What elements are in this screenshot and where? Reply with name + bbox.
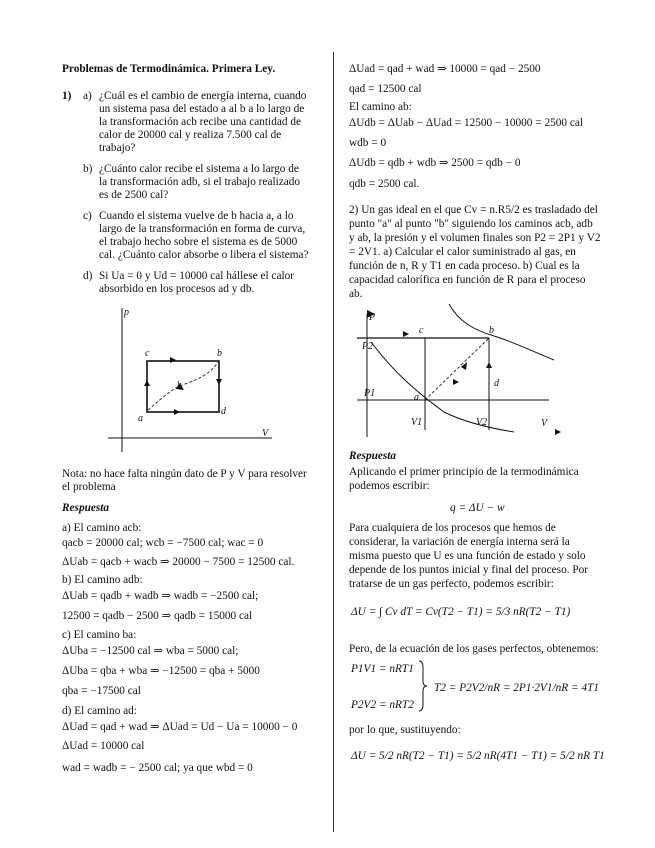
answer-heading: Respuesta xyxy=(62,502,110,514)
item-a-line: calor de 20000 cal y realiza 7.500 cal de xyxy=(99,129,282,141)
solution-line: El camino ab: xyxy=(349,101,412,113)
p1-label: P1 xyxy=(364,388,376,399)
p2-label: P2 xyxy=(362,341,374,352)
solution-line: ΔUba = −12500 cal ⇒ wba = 5000 cal; xyxy=(62,645,239,657)
solution-line: a) El camino acb: xyxy=(62,522,142,534)
solution-line: qad = 12500 cal xyxy=(349,83,422,95)
item-b-line: es de 2500 cal? xyxy=(99,189,169,201)
problem-2-line: punto "a" al punto "b" siguiendo los caminos acb, adb xyxy=(349,218,593,230)
solution-line: 12500 = qadb − 2500 ⇒ qadb = 15000 cal xyxy=(62,610,253,622)
point-d-label: d xyxy=(494,378,499,389)
problem-2-line: = 2V1. a) Calcular el calor suministrado al gas, en xyxy=(349,246,576,258)
equation-first-law: q = ΔU − w xyxy=(450,502,505,514)
problem-2-line: capacidad calorífica en función de R para el proceso xyxy=(349,274,586,286)
axis-v-label: V xyxy=(541,418,548,429)
point-k-label: k xyxy=(177,380,182,391)
problem-2-line: y ab, la presión y el volumen finales son P2 = 2P1 y V2 xyxy=(349,232,601,244)
solution-line: ΔUab = qadb + wadb ⇒ wadb = −2500 cal; xyxy=(62,590,259,602)
solution-line: ΔUad = qad + wad ⇒ ΔUad = Ud − Ua = 10000 − 0 xyxy=(62,721,298,733)
equation-delta-u-result: ΔU = 5/2 nR(T2 − T1) = 5/2 nR(4T1 − T1) = 5/2 nR T1 xyxy=(351,750,605,762)
axis-p-label: P xyxy=(369,312,376,323)
item-c-label: c) xyxy=(83,210,92,222)
point-c-label: c xyxy=(145,348,150,359)
problem-1-number: 1) xyxy=(62,90,72,102)
answer-line: misma puesto que U es una función de estado y solo xyxy=(349,550,586,562)
v1-label: V1 xyxy=(411,417,423,428)
solution-line: ΔUab = qacb + wacb ⇒ 20000 − 7500 = 12500 cal. xyxy=(62,556,295,568)
point-d-label: d xyxy=(221,406,226,417)
item-a-line: la transformación acb recibe una cantidad de xyxy=(99,116,301,128)
item-a-line: un sistema pasa del estado a al b a lo largo de xyxy=(99,103,305,115)
answer-line: depende de los puntos inicial y final del proceso. Por xyxy=(349,564,589,576)
v2-label: V2 xyxy=(476,417,488,428)
axis-p-label: p xyxy=(124,307,129,318)
equation-internal-energy: ΔU = ∫ Cv dT = Cv(T2 − T1) = 5/3 nR(T2 − T1) xyxy=(351,606,571,618)
solution-line: wad = wadb = − 2500 cal; ya que wbd = 0 xyxy=(62,762,253,774)
answer-line: podemos escribir: xyxy=(349,480,430,492)
answer-line: Para cualquiera de los procesos que hemos de xyxy=(349,522,556,534)
page-title: Problemas de Termodinámica. Primera Ley. xyxy=(62,63,276,75)
solution-line: b) El camino adb: xyxy=(62,574,143,586)
note-line: Nota: no hace falta ningún dato de P y V para resolver xyxy=(62,468,307,480)
point-b-label: b xyxy=(217,348,222,359)
solution-line: ΔUad = 10000 cal xyxy=(62,740,145,752)
problem-2-line: 2) Un gas ideal en el que Cv = n.R5/2 es trasladado del xyxy=(349,204,598,216)
item-b-line: ¿Cuánto calor recibe el sistema a lo largo de xyxy=(99,163,299,175)
column-divider xyxy=(333,52,334,832)
item-d-line: absorbido en los procesos ad y db. xyxy=(99,283,255,295)
point-a-label: a xyxy=(414,392,419,403)
item-a-label: a) xyxy=(83,90,92,102)
solution-line: qacb = 20000 cal; wcb = −7500 cal; wac = 0 xyxy=(62,537,264,549)
brace-icon xyxy=(418,660,428,712)
solution-line: d) El camino ad: xyxy=(62,705,137,717)
item-c-line: Cuando el sistema vuelve de b hacia a, a lo xyxy=(99,210,294,222)
problem-2-line: función de n, R y T1 en cada proceso. b) Cual es la xyxy=(349,260,580,272)
solution-line: qdb = 2500 cal. xyxy=(349,178,420,190)
answer-line: Aplicando el primer principio de la termodinámica xyxy=(349,466,579,478)
solution-line: ΔUdb = ΔUab − ΔUad = 12500 − 10000 = 2500 cal xyxy=(349,117,584,129)
axis-v-label: V xyxy=(262,428,269,439)
item-a-line: ¿Cuál es el cambio de energía interna, cuando xyxy=(99,90,307,102)
item-b-line: la transformación adb, si el trabajo realizado xyxy=(99,176,301,188)
item-c-line: cal. ¿Cuánto calor absorbe o libera el sistema? xyxy=(99,249,309,261)
solution-line: ΔUdb = qdb + wdb ⇒ 2500 = qdb − 0 xyxy=(349,157,521,169)
item-d-line: Si Ua = 0 y Ud = 10000 cal hállese el calor xyxy=(99,270,295,282)
item-b-label: b) xyxy=(83,163,93,175)
item-a-line: trabajo? xyxy=(99,142,136,154)
point-c-label: c xyxy=(419,325,424,336)
solution-line: ΔUad = qad + wad ⇒ 10000 = qad − 2500 xyxy=(349,63,541,75)
answer-line: por lo que, sustituyendo: xyxy=(349,724,461,736)
solution-line: wdb = 0 xyxy=(349,137,387,149)
pv-diagram-1 xyxy=(100,300,280,460)
equation-gas-state-1: P1V1 = nRT1 xyxy=(351,663,414,675)
answer-heading: Respuesta xyxy=(349,450,397,462)
item-c-line: el trabajo hecho sobre el sistema es de 5000 xyxy=(99,236,298,248)
pv-diagram-2 xyxy=(349,302,569,442)
solution-line: ΔUba = qba + wba ⇒ −12500 = qba + 5000 xyxy=(62,665,260,677)
point-b-label: b xyxy=(489,325,494,336)
solution-line: qba = −17500 cal xyxy=(62,685,141,697)
answer-line: Pero, de la ecuación de los gases perfectos, obtenemos: xyxy=(349,643,599,655)
answer-line: considerar, la variación de energía interna será la xyxy=(349,536,570,548)
answer-line: tratarse de un gas perfecto, podemos escribir: xyxy=(349,578,554,590)
problem-2-line: ab. xyxy=(349,288,363,300)
equation-temperature-ratio: T2 = P2V2/nR = 2P1·2V1/nR = 4T1 xyxy=(434,682,600,694)
item-c-line: largo de la transformación en forma de curva, xyxy=(99,223,306,235)
point-a-label: a xyxy=(138,413,143,424)
item-d-label: d) xyxy=(83,270,93,282)
equation-gas-state-2: P2V2 = nRT2 xyxy=(351,699,414,711)
solution-line: c) El camino ba: xyxy=(62,629,137,641)
note-line: el problema xyxy=(62,481,116,493)
